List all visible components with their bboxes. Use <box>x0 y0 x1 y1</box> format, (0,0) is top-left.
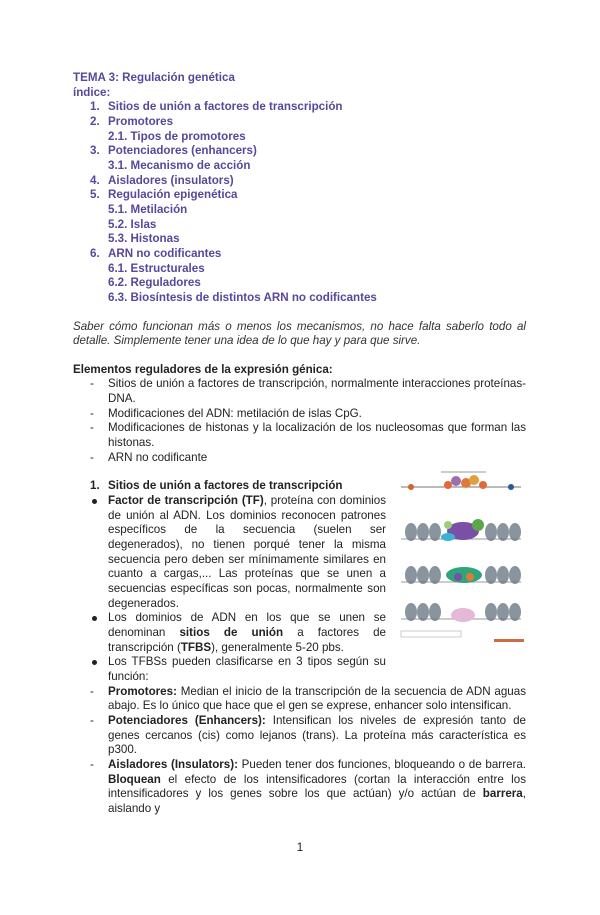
item-text: Los dominios de ADN en los que se unen se denominan <box>108 611 386 639</box>
toc-item-label: Sitios de unión a factores de transcripción <box>108 100 343 114</box>
item-text: ARN no codificante <box>108 450 208 464</box>
toc-item[interactable] <box>73 291 526 306</box>
list-item <box>73 758 526 817</box>
toc-item-label: Aisladores (insulators) <box>108 173 234 187</box>
list-item <box>73 611 386 655</box>
bullet-icon <box>92 660 97 665</box>
bold-term: TFBS <box>180 640 212 654</box>
list-item <box>73 685 526 714</box>
toc-item-label: 6.2. Reguladores <box>108 276 201 290</box>
toc-item-label: 2.1. Tipos de promotores <box>108 129 246 143</box>
toc-item-label: Promotores <box>108 114 174 128</box>
bold-term: Promotores: <box>108 684 177 698</box>
toc-item[interactable] <box>73 115 526 130</box>
list-item <box>73 407 526 422</box>
dash-marker: - <box>90 684 94 698</box>
section-1-bullets <box>73 494 386 685</box>
document-title: TEMA 3: Regulación genética <box>73 71 235 84</box>
dash-marker: - <box>90 450 94 464</box>
toc-item[interactable] <box>73 130 526 145</box>
item-text: Modificaciones del ADN: metilación de islas CpG. <box>108 406 362 420</box>
toc-item[interactable] <box>73 218 526 233</box>
toc-item-number: 3. <box>90 144 100 158</box>
item-text: el efecto de los intensificadores (cortan la interacción entre los intensificadores y los genes sobre los que actúan) y/o actúan de <box>108 772 526 801</box>
toc-item-label: ARN no codificantes <box>108 246 222 260</box>
list-item <box>73 451 526 466</box>
list-item <box>73 655 386 684</box>
toc-item-label: 5.1. Metilación <box>108 202 188 216</box>
item-text: a factores de transcripción ( <box>108 625 386 654</box>
bold-term: Bloquean <box>108 772 161 786</box>
toc-item[interactable] <box>73 174 526 189</box>
toc-item-label: 3.1. Mecanismo de acción <box>108 158 251 172</box>
section-1-number: 1. <box>90 479 100 493</box>
list-item <box>73 421 526 450</box>
toc-item-label: 6.1. Estructurales <box>108 261 205 275</box>
toc-item-number: 5. <box>90 188 100 202</box>
toc-item[interactable] <box>73 232 526 247</box>
item-text: Pueden tener dos funciones, bloqueando o de barrera. <box>237 757 526 771</box>
bold-term: Factor de transcripción (TF) <box>108 494 264 508</box>
study-note: Saber cómo funcionan más o menos los mecanismos, no hace falta saberlo todo al detalle. Simplemente tener una idea de lo que hay y para que sirve. <box>73 319 526 348</box>
item-text: Los TFBSs pueden clasificarse en 3 tipos según su función: <box>108 655 386 683</box>
toc-item-label: Potenciadores (enhancers) <box>108 144 257 158</box>
table-of-contents <box>73 100 526 305</box>
toc-item-number: 6. <box>90 246 100 260</box>
toc-item[interactable] <box>73 203 526 218</box>
index-label: índice: <box>73 85 111 99</box>
bold-term: barrera <box>482 787 523 801</box>
list-item <box>73 377 526 406</box>
item-text: ), generalmente 5-20 pbs. <box>211 640 344 654</box>
item-text: Intensifican los niveles de expresión tanto de genes cercanos (cis) como lejanos (trans). La proteína más característica es p300. <box>108 713 527 757</box>
elements-list <box>73 377 526 465</box>
toc-item[interactable] <box>73 276 526 291</box>
dash-marker: - <box>90 421 94 435</box>
bold-term: Potenciadores (Enhancers): <box>108 713 266 727</box>
toc-item[interactable] <box>73 247 526 262</box>
dash-marker: - <box>90 377 94 391</box>
toc-item[interactable] <box>73 188 526 203</box>
item-text: , aislando y <box>108 787 526 815</box>
bullet-icon <box>92 499 97 504</box>
dash-marker: - <box>90 757 94 771</box>
toc-item[interactable] <box>73 100 526 115</box>
item-text: Modificaciones de histonas y la localización de los nucleosomas que forman las histonas. <box>108 421 526 450</box>
item-text: Median el inicio de la transcripción de la secuencia de ADN aguas abajo. Es lo único que hace que el gen se exprese, enhancer solo intensifican. <box>108 684 526 713</box>
section-1 <box>73 479 526 684</box>
dash-marker: - <box>90 713 94 727</box>
list-item <box>73 714 526 758</box>
tfbs-types <box>73 685 526 817</box>
toc-item[interactable] <box>73 144 526 159</box>
section-1-title <box>73 479 386 494</box>
elements-heading: Elementos reguladores de la expresión génica: <box>73 362 333 376</box>
toc-item[interactable] <box>73 159 526 174</box>
toc-item-label: 5.2. Islas <box>108 217 157 231</box>
toc-item-number: 2. <box>90 114 100 128</box>
toc-item-number: 1. <box>90 100 100 114</box>
page-number: 1 <box>296 840 304 854</box>
toc-item[interactable] <box>73 262 526 277</box>
item-text: Sitios de unión a factores de transcripción, normalmente interacciones proteínas-DNA. <box>108 377 526 406</box>
toc-item-number: 4. <box>90 173 100 187</box>
item-text: , proteína con dominios de unión al ADN. Los dominios reconocen patrones específicos de la secuencia (suelen ser degenerados), no tienen porqué tener la misma secuencia pero deben ser mínimamente similares en cuanto a cargas,... Las proteínas que se unen a secuencias específicas son pocas, normalmente son degenerados. <box>108 494 386 610</box>
toc-item-label: Regulación epigenética <box>108 188 238 202</box>
bullet-icon <box>92 616 97 621</box>
list-item <box>73 494 386 611</box>
transcription-factor-figure <box>396 467 526 642</box>
section-1-heading: Sitios de unión a factores de transcripción <box>108 479 343 493</box>
bold-term: Aisladores (Insulators): <box>108 757 238 771</box>
bold-term: sitios de unión <box>179 625 284 639</box>
dash-marker: - <box>90 406 94 420</box>
toc-item-label: 6.3. Biosíntesis de distintos ARN no codificantes <box>108 290 377 304</box>
toc-item-label: 5.3. Histonas <box>108 232 180 246</box>
